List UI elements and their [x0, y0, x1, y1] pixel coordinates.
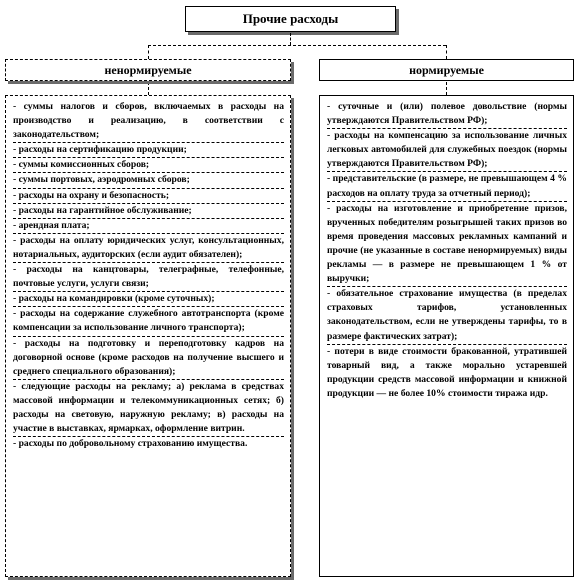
header-unnormalized — [5, 59, 291, 81]
diagram-title: Прочие расходы — [242, 11, 339, 26]
unnormalized-list — [5, 95, 291, 577]
list-item: - представительские (в размере, не превышающем 4 % расходов на оплату труда за отчетный период); — [327, 172, 567, 201]
list-item: - расходы на подготовку и переподготовку кадров на договорной основе (кроме расходов на получение высшего и среднего специального образования); — [13, 337, 284, 380]
connector-horizontal — [148, 45, 446, 46]
connector-title-down — [290, 33, 291, 45]
list-item: - расходы на содержание служебного автотранспорта (кроме компенсации за использование личного транспорта); — [13, 307, 284, 336]
list-item: - расходы на охрану и безопасность; — [13, 189, 284, 204]
list-item: - расходы на гарантийное обслуживание; — [13, 204, 284, 219]
list-item: - расходы на компенсацию за использование личных легковых автомобилей для служебных поездок (нормы утверждаются Правительством РФ); — [327, 129, 567, 172]
list-item: - суммы комиссионных сборов; — [13, 158, 284, 173]
list-item: - суммы портовых, аэродромных сборов; — [13, 173, 284, 188]
header-normalized-label: нормируемые — [409, 62, 484, 77]
connector-left-header-down — [148, 82, 149, 95]
connector-right-header-down — [446, 82, 447, 95]
list-item: - расходы на канцтовары, телеграфные, телефонные, почтовые услуги, услуги связи; — [13, 263, 284, 292]
list-item: - расходы на оплату юридических услуг, консультационных, нотариальных, аудиторских (если аудит обязателен); — [13, 234, 284, 263]
list-item: - обязательное страхование имущества (в пределах страховых тарифов, установленных законодательством, если не утверждены тарифы, то в размере фактических затрат); — [327, 287, 567, 344]
list-item: - потери в виде стоимости бракованной, утратившей товарный вид, а также морально устаревшей продукции средств массовой информации и книжной продукции — не более 10% стоимости тиража идр. — [327, 345, 567, 399]
title-box — [185, 6, 396, 32]
list-item: - следующие расходы на рекламу; а) реклама в средствах массовой информации и телекоммуникационных сетях; б) расходы на световую, наружную рекламу; в) расходы на участие в выставках, ярмарках, оформление витрин. — [13, 380, 284, 437]
list-item: - расходы на изготовление и приобретение призов, врученных победителям розыгрышей таких призов во время проведения массовых рекламных кампаний и прочие (не указанные в составе ненормируемых) виды рекламы — в размере не превышающем 1 % от выручки; — [327, 202, 567, 288]
list-item: - расходы на сертификацию продукции; — [13, 143, 284, 158]
connector-left-down — [148, 45, 149, 59]
header-normalized — [319, 59, 574, 81]
connector-right-down — [446, 45, 447, 59]
list-item: - суточные и (или) полевое довольствие (нормы утверждаются Правительством РФ); — [327, 100, 567, 129]
list-item: - суммы налогов и сборов, включаемых в расходы на производство и реализацию, в соответствии с законодательством; — [13, 100, 284, 143]
list-item: - расходы на командировки (кроме суточных); — [13, 292, 284, 307]
normalized-list — [319, 95, 574, 577]
list-item: - расходы по добровольному страхованию имущества. — [13, 438, 248, 450]
header-unnormalized-label: ненормируемые — [104, 62, 192, 77]
list-item: - арендная плата; — [13, 219, 284, 234]
